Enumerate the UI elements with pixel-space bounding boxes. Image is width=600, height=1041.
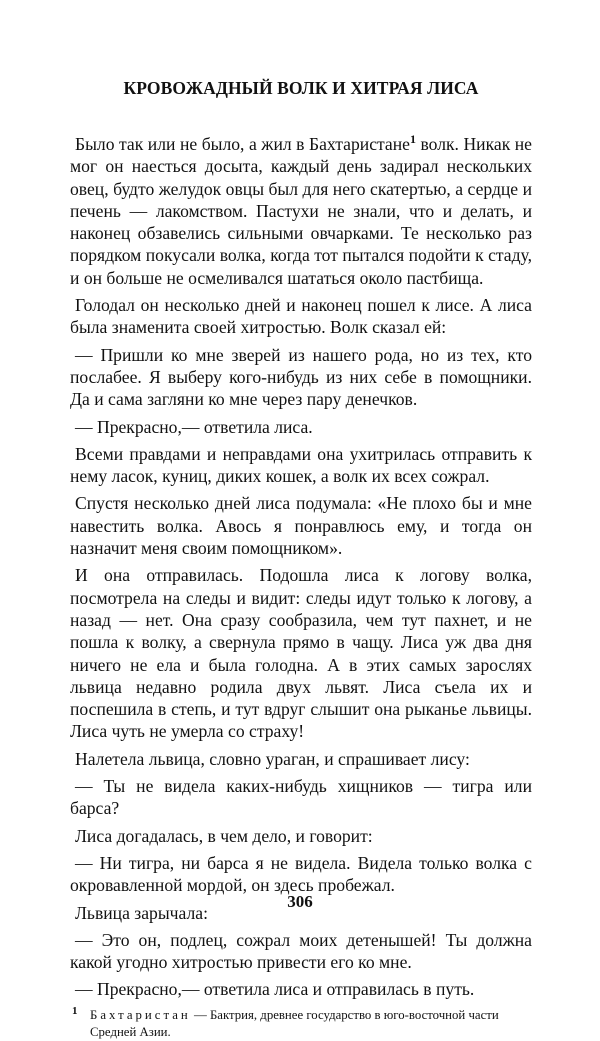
paragraph-text: Было так или не было, а жил в Бахтаристане bbox=[75, 134, 410, 154]
story-body bbox=[70, 133, 532, 1001]
paragraph: — Ты не видела каких-нибудь хищников — тигра или барса? bbox=[70, 776, 532, 819]
paragraph: — Это он, подлец, сожрал моих детенышей! Ты должна какой угодно хитростью привести его ко мне. bbox=[70, 929, 532, 973]
paragraph: — Прекрасно,— ответила лиса и отправилась в путь. bbox=[75, 979, 475, 1000]
footnote bbox=[70, 1004, 532, 1041]
paragraph: Голодал он несколько дней и наконец пошел к лисе. А лиса была знаменита своей хитростью. Волк сказал ей: bbox=[70, 295, 532, 338]
footnote-reference: 1 bbox=[409, 132, 416, 147]
paragraph: Львица зарычала: bbox=[75, 902, 208, 923]
paragraph: Спустя несколько дней лиса подумала: «Не плохо бы и мне навестить волка. Авось я понравлюсь ему, и тогда он назначит меня своим помощником». bbox=[70, 493, 532, 559]
paragraph bbox=[70, 133, 532, 289]
story-title: КРОВОЖАДНЫЙ ВОЛК И ХИТРАЯ ЛИСА bbox=[123, 78, 479, 98]
footnote-definition: — Бактрия, древнее государство в юго-восточной части Средней Азии. bbox=[90, 1007, 499, 1039]
paragraph: — Пришли ко мне зверей из нашего рода, но из тех, кто послабее. Я выберу кого-нибудь из них себе в помощники. Да и сама загляни ко мне через пару денечков. bbox=[70, 344, 532, 410]
paragraph: — Ни тигра, ни барса я не видела. Видела только волка с окровавленной мордой, он здесь пробежал. bbox=[70, 852, 532, 896]
paragraph: Лиса догадалась, в чем дело, и говорит: bbox=[75, 825, 373, 846]
paragraph: Всеми правдами и неправдами она ухитрилась отправить к нему ласок, куниц, диких кошек, а волк их всех сожрал. bbox=[70, 443, 532, 487]
paragraph: И она отправилась. Подошла лиса к логову волка, посмотрела на следы и видит: следы идут только к логову, а назад — нет. Она сразу сообразила, чем тут пахнет, и не пошла к волку, а свернула прямо в чащу. Лиса уж два дня ничего не ела и была голодна. А в этих самых зарослях львица недавно родила двух львят. Лиса съела их и поспешила в степь, и тут вдруг слышит она рыканье львицы. Лиса чуть не умерла со страху! bbox=[70, 565, 532, 742]
footnote-term: Бахтаристан bbox=[90, 1007, 191, 1022]
footnote-number: 1 bbox=[72, 1004, 78, 1017]
paragraph-text: волк. Никак не мог он наесться досыта, каждый день задирал нескольких овец, будто желудок овцы был для него скатертью, а сердце и печень — лакомством. Пастухи не знали, что и делать, и наконец обзавелись сильными овчарками. Те несколько раз порядком покусали волка, когда тот пытался подойти к стаду, и он больше не осмеливался шататься около пастбища. bbox=[70, 134, 532, 288]
paragraph: — Прекрасно,— ответила лиса. bbox=[75, 416, 313, 437]
page-number: 306 bbox=[287, 892, 313, 911]
paragraph: Налетела львица, словно ураган, и спрашивает лису: bbox=[75, 748, 470, 769]
